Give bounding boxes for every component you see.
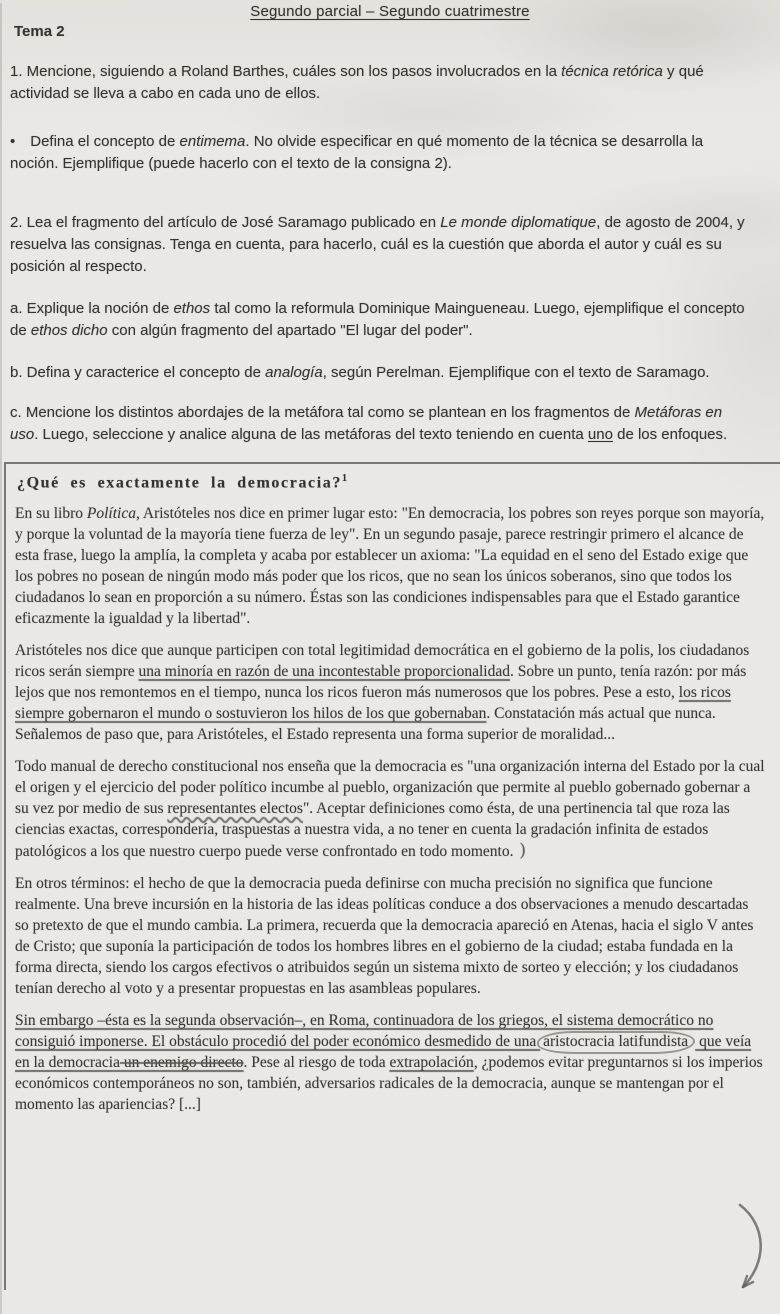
text-run: técnica retórica	[561, 63, 663, 80]
text-run: a. Explique la noción de	[10, 300, 174, 317]
text-run: • Defina el concepto de	[10, 133, 180, 150]
hand-circle-annotation: aristocracia latifundista	[537, 1031, 695, 1054]
text-run: En su libro	[15, 505, 87, 523]
text-run: de los enfoques.	[612, 426, 728, 443]
hand-strike-annotation: un enemigo directo	[120, 1054, 244, 1072]
exam-item	[10, 362, 750, 384]
text-run: . Sobre un punto, tenía razón: por más lejos que nos remontemos en el tiempo, nunca los ricos fueron más numerosos que los pobres. Pese a esto,	[15, 663, 747, 702]
hand-underline-annotation: los ricos siempre gobernaron el mundo o sostuvieron los hilos de los que gobernaban	[15, 684, 731, 723]
text-run: 1. Mencione, siguiendo a Roland Barthes, cuáles son los pasos involucrados en la	[10, 63, 562, 80]
article-box	[4, 462, 780, 1290]
text-run: 2. Lea el fragmento del artículo de José Saramago publicado en	[10, 214, 441, 231]
text-run: . Constatación más actual que nunca. Señalemos de paso que, para Aristóteles, el Estado representa una forma superior de moralidad...	[15, 705, 716, 744]
text-run: , Aristóteles nos dice en primer lugar esto: "En democracia, los pobres son reyes porque son mayoría, y porque la voluntad de la mayoría tiene fuerza de ley". En un segundo pasaje, parece restringir primero el alcance de esta frase, luego la amplía, la completa y acaba por establecer un axioma: "La equidad en el seno del Estado exige que los pobres no posean de ningún modo más poder que los ricos, que no sean los únicos soberanos, sino que todos los ciudadanos lo sean en proporción a su número. Éstas son las condiciones indispensables para que el Estado garantice eficazmente la igualdad y la libertad".	[15, 505, 765, 628]
footnote-marker: 1	[342, 473, 347, 484]
text-run: ethos dicho	[30, 322, 108, 339]
article-paragraph	[15, 1010, 766, 1115]
text-run: , ¿podemos evitar preguntarnos si los imperios económicos contemporáneos no son, también, adversarios radicales de la democracia, aunque se mantengan por el momento las apariencias? [...]	[15, 1054, 763, 1114]
arrow-stroke	[740, 1205, 761, 1287]
scan-edge-shadow	[0, 3, 2, 1314]
hand-underline-annotation: Sin embargo –ésta es la segunda observación–, en Roma, continuadora de los griegos, el sistema democrático no consiguió imponerse. El obstáculo procedió del poder económico desmedido de una	[15, 1012, 714, 1051]
underlined-text: uno	[587, 426, 613, 443]
text-run: Metáforas en uso	[10, 404, 723, 443]
exam-header-title: Segundo parcial – Segundo cuatrimestre	[250, 3, 530, 20]
exam-item	[10, 298, 750, 342]
hand-underline-annotation: extrapolación	[389, 1054, 474, 1072]
text-run: c. Mencione los distintos abordajes de la metáfora tal como se plantean en los fragmentos de	[10, 404, 635, 421]
hand-underline-annotation: una minoría en razón de una incontestable proporcionalidad	[138, 663, 510, 681]
exam-item	[10, 131, 750, 175]
text-run: Política	[86, 505, 136, 523]
hand-underline-annotation: que veía en la democracia	[15, 1033, 752, 1072]
text-run: . Pese al riesgo de toda	[243, 1054, 390, 1072]
handwritten-mark: )	[513, 840, 527, 862]
text-run: Aristóteles nos dice que aunque participen con total legitimidad democrática en el gobierno de la polis, los ciudadanos ricos serán siempre	[15, 642, 750, 681]
article-paragraph	[15, 756, 766, 862]
hand-arrow-annotation	[730, 1201, 772, 1301]
exam-questions	[0, 61, 780, 446]
text-run: y qué actividad se lleva a cabo en cada uno de ellos.	[10, 63, 704, 102]
text-run: tal como la reformula Dominique Maingueneau. Luego, ejemplifique el concepto de	[10, 300, 745, 339]
text-run: ethos	[173, 300, 211, 317]
text-run: b. Defina y caracterice el concepto de	[10, 364, 266, 381]
article-paragraphs	[15, 503, 766, 1115]
text-run: entimema	[179, 133, 246, 150]
article-title-text: ¿Qué es exactamente la democracia?	[17, 474, 342, 492]
text-run: . No olvide especificar en qué momento de la técnica se desarrolla la noción. Ejemplifique (puede hacerlo con el texto de la consigna 2).	[10, 133, 704, 172]
topic-label: Tema 2	[14, 23, 65, 40]
text-run: , según Perelman. Ejemplifique con el texto de Saramago.	[322, 364, 710, 381]
text-run: con algún fragmento del apartado "El lugar del poder".	[107, 322, 473, 339]
article-paragraph	[15, 873, 766, 999]
article-paragraph	[15, 503, 766, 629]
text-run: analogía	[265, 364, 323, 381]
text-run: En otros términos: el hecho de que la democracia pueda definirse con mucha precisión no significa que funcione realmente. Una breve incursión en la historia de las ideas políticas conduce a dos observaciones a menudo descartadas so pretexto de que el mundo cambia. La primera, recuerda que la democracia apareció en Atenas, hacia el siglo V antes de Cristo; que suponía la participación de todos los hombres libres en el gobierno de la ciudad; estaba fundada en la forma directa, siendo los cargos efectivos o atribuidos según un sistema mixto de sorteo y elección; y los ciudadanos tenían derecho al voto y a presentar propuestas en las asambleas populares.	[15, 875, 754, 998]
text-run: . Luego, seleccione y analice alguna de las metáforas del texto teniendo en cuenta	[34, 426, 588, 443]
text-run: , de agosto de 2004, y resuelva las consignas. Tenga en cuenta, para hacerlo, cuál es la cuestión que aborda el autor y cuál es su posición al respecto.	[10, 214, 745, 275]
text-run: Le monde diplomatique	[440, 214, 597, 231]
exam-item	[10, 61, 750, 105]
text-run: ". Aceptar definiciones como ésta, de una pertinencia tal que roza las ciencias exactas, correspondería, traspuestas a nuestra vida, a no tener en cuenta la gradación infinita de estados patológicos a los que nuestro cuerpo puede verse confrontado en todo momento.	[15, 800, 730, 861]
article-paragraph	[15, 640, 766, 745]
scanned-exam-page	[0, 3, 780, 1314]
exam-item	[10, 402, 750, 446]
article-title	[17, 473, 766, 492]
text-run: Todo manual de derecho constitucional nos enseña que la democracia es "una organización interna del Estado por la cual el origen y el ejercicio del poder político incumbe al pueblo, organización que permite al pueblo gobernado gobernar a su vez por medio de sus	[15, 758, 765, 818]
exam-item	[10, 212, 750, 278]
hand-squiggle-annotation: representantes electos	[167, 800, 303, 818]
